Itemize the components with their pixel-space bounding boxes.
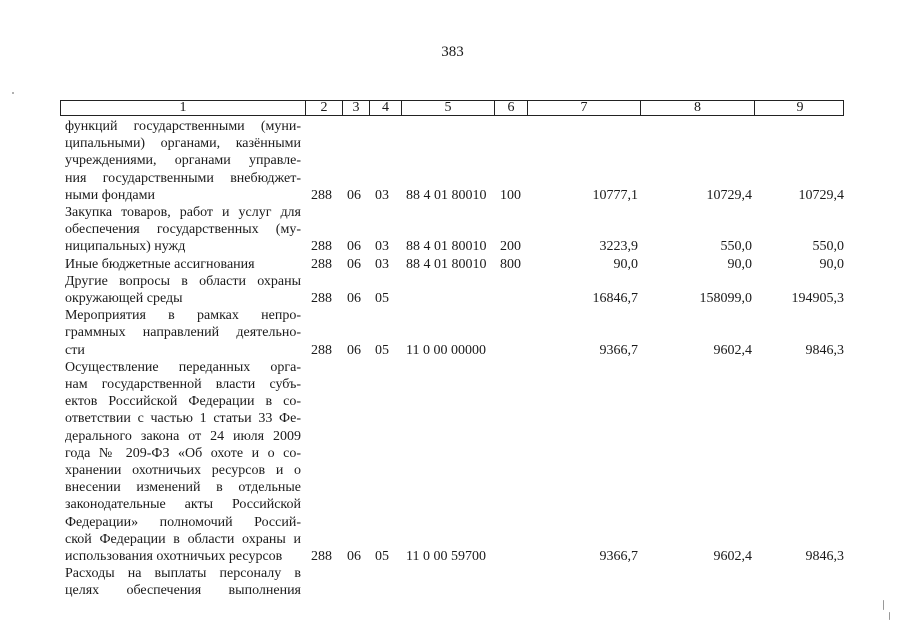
cell-c9: 90,0 xyxy=(819,256,844,272)
cell-c9: 194905,3 xyxy=(791,290,844,306)
row-name-line: нам государственной власти субъ- xyxy=(65,376,301,392)
cell-c7: 16846,7 xyxy=(592,290,638,306)
row-name-line: граммных направлений деятельно- xyxy=(65,325,301,341)
row-name-line: законодательные акты Российской xyxy=(65,497,301,513)
cell-c7: 90,0 xyxy=(613,256,638,272)
table-row xyxy=(0,307,905,359)
cell-c8: 90,0 xyxy=(727,256,752,272)
cell-c2: 288 xyxy=(311,187,332,203)
cell-c3: 06 xyxy=(347,239,361,255)
cell-c9: 10729,4 xyxy=(798,187,844,203)
row-name-line: дерального закона от 24 июля 2009 xyxy=(65,428,301,444)
row-name-line: хранении охотничьих ресурсов и о xyxy=(65,462,301,478)
row-name-line: Мероприятия в рамках непро- xyxy=(65,308,301,324)
header-col-4: 4 xyxy=(370,101,402,115)
cell-c3: 06 xyxy=(347,290,361,306)
row-name xyxy=(65,118,301,204)
cell-c5: 11 0 00 00000 xyxy=(406,342,486,358)
row-name-line: Закупка товаров, работ и услуг для xyxy=(65,205,301,220)
row-name-line: ответствии с частью 1 статьи 33 Фе- xyxy=(65,411,301,427)
cell-c4: 05 xyxy=(375,548,389,564)
cell-c5: 88 4 01 80010 xyxy=(406,187,487,203)
cell-c4: 03 xyxy=(375,239,389,255)
table-row xyxy=(0,118,905,204)
row-name xyxy=(65,273,301,307)
cell-c3: 06 xyxy=(347,256,361,272)
table-row xyxy=(0,204,905,256)
scan-speck xyxy=(12,92,14,94)
cell-c3: 06 xyxy=(347,548,361,564)
cell-c2: 288 xyxy=(311,290,332,306)
row-name-line: целях обеспечения выполнения xyxy=(65,583,301,599)
table-row xyxy=(0,273,905,307)
cell-c2: 288 xyxy=(311,342,332,358)
row-name-line: обеспечения государственных (му- xyxy=(65,222,301,238)
cell-c4: 03 xyxy=(375,256,389,272)
header-col-5: 5 xyxy=(402,101,495,115)
cell-c7: 10777,1 xyxy=(592,187,638,203)
row-name-line: функций государственными (муни- xyxy=(65,119,301,134)
row-name-line: ния государственными внебюджет- xyxy=(65,170,301,186)
cell-c7: 9366,7 xyxy=(599,548,638,564)
cell-c2: 288 xyxy=(311,548,332,564)
row-name-line: ципальными) органами, казёнными xyxy=(65,136,301,152)
cell-c2: 288 xyxy=(311,256,332,272)
row-name-line: ской Федерации в области охраны и xyxy=(65,531,301,547)
header-col-9: 9 xyxy=(796,100,804,115)
cell-c6: 200 xyxy=(500,239,521,255)
row-name-line: Другие вопросы в области охраны xyxy=(65,273,301,289)
header-col-7: 7 xyxy=(528,101,641,115)
row-name-line: сти xyxy=(65,342,85,358)
scan-speck xyxy=(883,600,884,610)
row-name xyxy=(65,307,301,359)
row-name xyxy=(65,256,301,273)
cell-c8: 10729,4 xyxy=(706,187,752,203)
cell-c8: 9602,4 xyxy=(713,342,752,358)
row-name xyxy=(65,565,301,599)
table-header-row xyxy=(60,100,844,116)
row-name-line: года № 209-ФЗ «Об охоте и о со- xyxy=(65,445,301,461)
cell-c9: 9846,3 xyxy=(805,342,844,358)
cell-c8: 9602,4 xyxy=(713,548,752,564)
cell-c4: 05 xyxy=(375,290,389,306)
row-name-line: учреждениями, органами управле- xyxy=(65,153,301,169)
cell-c4: 03 xyxy=(375,187,389,203)
cell-c9: 550,0 xyxy=(812,239,844,255)
table-row xyxy=(0,359,905,565)
row-name-line: ными фондами xyxy=(65,187,156,203)
row-name-line: окружающей среды xyxy=(65,290,183,306)
cell-c5: 11 0 00 59700 xyxy=(406,548,486,564)
cell-c3: 06 xyxy=(347,342,361,358)
row-name-line: внесении изменений в отдельные xyxy=(65,480,301,496)
table-row xyxy=(0,565,905,599)
row-name xyxy=(65,359,301,565)
row-name-line: Расходы на выплаты персоналу в xyxy=(65,566,301,582)
header-col-6: 6 xyxy=(495,101,528,115)
row-name-line: ниципальных) нужд xyxy=(65,239,186,255)
cell-c5: 88 4 01 80010 xyxy=(406,239,487,255)
table-row xyxy=(0,256,905,273)
row-name-line: Осуществление переданных орга- xyxy=(65,359,301,375)
cell-c9: 9846,3 xyxy=(805,548,844,564)
page-number: 383 xyxy=(441,44,464,60)
cell-c7: 3223,9 xyxy=(599,239,638,255)
cell-c3: 06 xyxy=(347,187,361,203)
cell-c6: 100 xyxy=(500,187,521,203)
header-col-8: 8 xyxy=(641,101,755,115)
table-body xyxy=(0,118,905,600)
header-col-3: 3 xyxy=(343,101,370,115)
cell-c8: 158099,0 xyxy=(699,290,752,306)
row-name-line: использования охотничьих ресурсов xyxy=(65,549,283,564)
row-name-line: ектов Российской Федерации в со- xyxy=(65,394,301,410)
cell-c5: 88 4 01 80010 xyxy=(406,256,487,272)
row-name-line: Федерации» полномочий Россий- xyxy=(65,514,301,530)
cell-c7: 9366,7 xyxy=(599,342,638,358)
cell-c8: 550,0 xyxy=(720,239,752,255)
header-col-2: 2 xyxy=(306,101,343,115)
cell-c2: 288 xyxy=(311,239,332,255)
row-name-line: Иные бюджетные ассигнования xyxy=(65,256,255,272)
cell-c6: 800 xyxy=(500,256,521,272)
cell-c4: 05 xyxy=(375,342,389,358)
scan-speck xyxy=(889,612,890,620)
header-col-1: 1 xyxy=(61,101,306,115)
row-name xyxy=(65,204,301,256)
